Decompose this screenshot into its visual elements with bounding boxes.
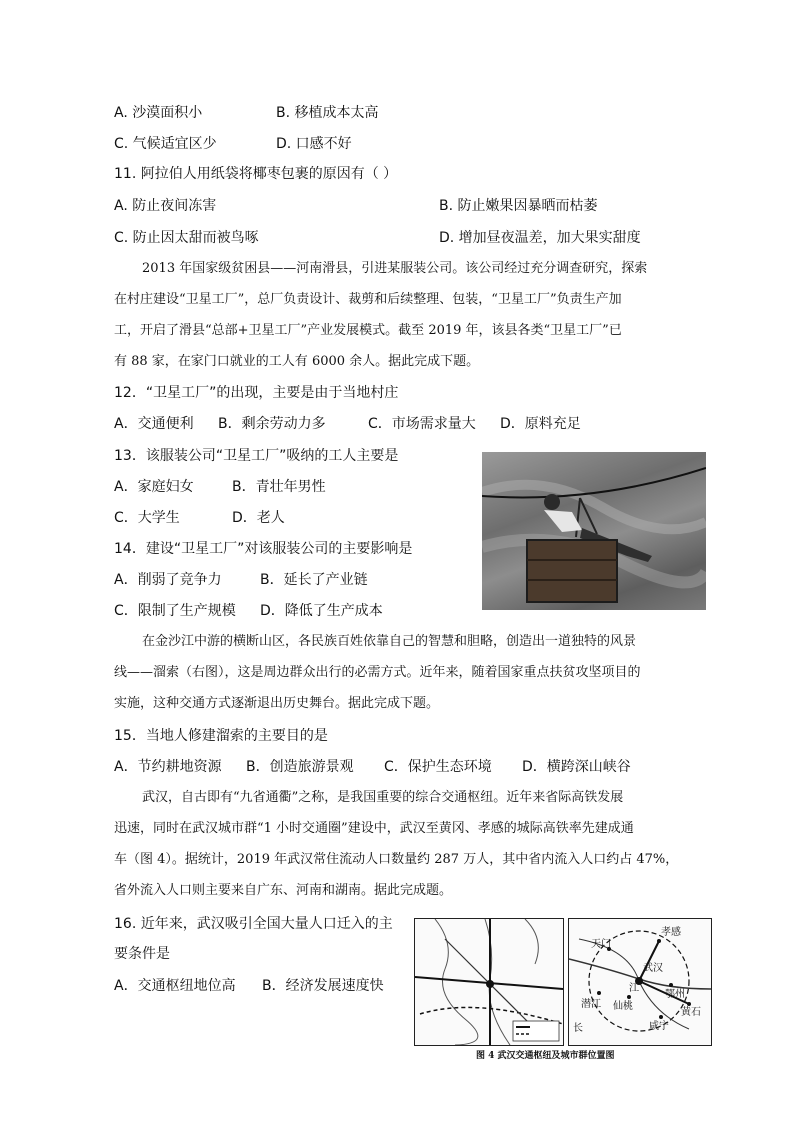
map-label: 黄石 — [681, 1007, 701, 1018]
q13-option-d: D．老人 — [232, 510, 285, 526]
q14-option-b: B．延长了产业链 — [260, 572, 368, 588]
q12-option-a: A．交通便利 — [114, 416, 194, 432]
passage2-line: 线——溜索（右图），这是周边群众出行的必需方式。近年来，随着国家重点扶贫攻坚项目的 — [114, 665, 641, 680]
passage1-line: 在村庄建设“卫星工厂”，总厂负责设计、裁剪和后续整理、包装，“卫星工厂”负责生产加 — [114, 292, 622, 307]
q12-option-d: D．原料充足 — [500, 416, 581, 432]
q11-stem: 11. 阿拉伯人用纸袋将椰枣包裹的原因有（ ） — [114, 166, 398, 182]
map-label: 潜江 — [581, 999, 601, 1010]
passage3-line: 省外流入人口则主要来自广东、河南和湖南。据此完成题。 — [114, 883, 453, 898]
map-label: 咸宁 — [649, 1021, 669, 1032]
q10-option-a: A. 沙漠面积小 — [114, 105, 203, 121]
passage1-line: 有 88 家，在家门口就业的工人有 6000 余人。据此完成下题。 — [114, 354, 480, 369]
q10-option-c: C. 气候适宜区少 — [114, 136, 217, 152]
map-city-cluster — [568, 918, 712, 1046]
q14-option-d: D．降低了生产成本 — [260, 603, 383, 619]
passage3-line: 车（图 4）。据统计，2019 年武汉常住流动人口数量约 287 万人，其中省内流入人口约占 47%， — [114, 852, 679, 867]
q15-option-d: D．横跨深山峡谷 — [522, 759, 631, 775]
zipline-photo-art — [482, 452, 706, 610]
map-label: 孝感 — [661, 927, 681, 938]
passage1-line: 2013 年国家级贫困县——河南滑县，引进某服装公司。该公司经过充分调查研究，探索 — [142, 261, 648, 276]
q16-option-b: B．经济发展速度快 — [262, 978, 384, 994]
q10-option-d: D. 口感不好 — [276, 136, 352, 152]
q16-stem-continued: 要条件是 — [114, 946, 170, 962]
map-label: 江 — [629, 983, 639, 994]
q11-option-a: A. 防止夜间冻害 — [114, 198, 217, 214]
passage3-line: 武汉，自古即有“九省通衢”之称，是我国重要的综合交通枢纽。近年来省际高铁发展 — [142, 790, 624, 805]
passage2-line: 在金沙江中游的横断山区，各民族百姓依靠自己的智慧和胆略，创造出一道独特的风景 — [142, 634, 637, 649]
q15-stem: 15．当地人修建溜索的主要目的是 — [114, 728, 328, 744]
q13-option-b: B．青壮年男性 — [232, 479, 326, 495]
zipline-photo — [482, 452, 706, 610]
q13-stem: 13．该服装公司“卫星工厂”吸纳的工人主要是 — [114, 448, 399, 464]
map-label: 鄂州 — [665, 989, 685, 1000]
figure-caption: 图 4 武汉交通枢纽及城市群位置图 — [476, 1051, 615, 1061]
q12-option-c: C．市场需求量大 — [368, 416, 476, 432]
q12-stem: 12．“卫星工厂”的出现，主要是由于当地村庄 — [114, 385, 399, 401]
passage1-line: 工，开启了滑县“总部+卫星工厂”产业发展模式。截至 2019 年，该县各类“卫星工厂”已 — [114, 323, 622, 338]
q14-stem: 14．建设“卫星工厂”对该服装公司的主要影响是 — [114, 541, 413, 557]
q11-option-c: C. 防止因太甜而被鸟啄 — [114, 230, 259, 246]
map-label: 长 — [573, 1023, 583, 1034]
q16-stem: 16. 近年来，武汉吸引全国大量人口迁入的主 — [114, 916, 393, 932]
passage2-line: 实施，这种交通方式逐渐退出历史舞台。据此完成下题。 — [114, 696, 440, 711]
q15-option-a: A．节约耕地资源 — [114, 759, 222, 775]
q11-option-b: B. 防止嫩果因暴晒而枯萎 — [439, 198, 598, 214]
map-transport-hub — [414, 918, 564, 1046]
q14-option-a: A．削弱了竞争力 — [114, 572, 222, 588]
q12-option-b: B．剩余劳动力多 — [218, 416, 326, 432]
passage3-line: 迅速，同时在武汉城市群“1 小时交通圈”建设中，武汉至黄冈、孝感的城际高铁率先建成通 — [114, 821, 634, 836]
q16-option-a: A．交通枢纽地位高 — [114, 978, 236, 994]
q13-option-c: C．大学生 — [114, 510, 180, 526]
map-label: 武汉 — [643, 963, 663, 974]
q14-option-c: C．限制了生产规模 — [114, 603, 236, 619]
q15-option-c: C．保护生态环境 — [384, 759, 492, 775]
q10-option-b: B. 移植成本太高 — [276, 105, 379, 121]
q13-option-a: A．家庭妇女 — [114, 479, 194, 495]
map-transport-hub-art — [415, 919, 563, 1045]
map-city-cluster-art — [569, 919, 711, 1045]
map-label: 天门 — [591, 939, 611, 950]
q15-option-b: B．创造旅游景观 — [246, 759, 354, 775]
map-label: 仙桃 — [613, 1001, 633, 1012]
q11-option-d: D. 增加昼夜温差，加大果实甜度 — [439, 230, 641, 246]
